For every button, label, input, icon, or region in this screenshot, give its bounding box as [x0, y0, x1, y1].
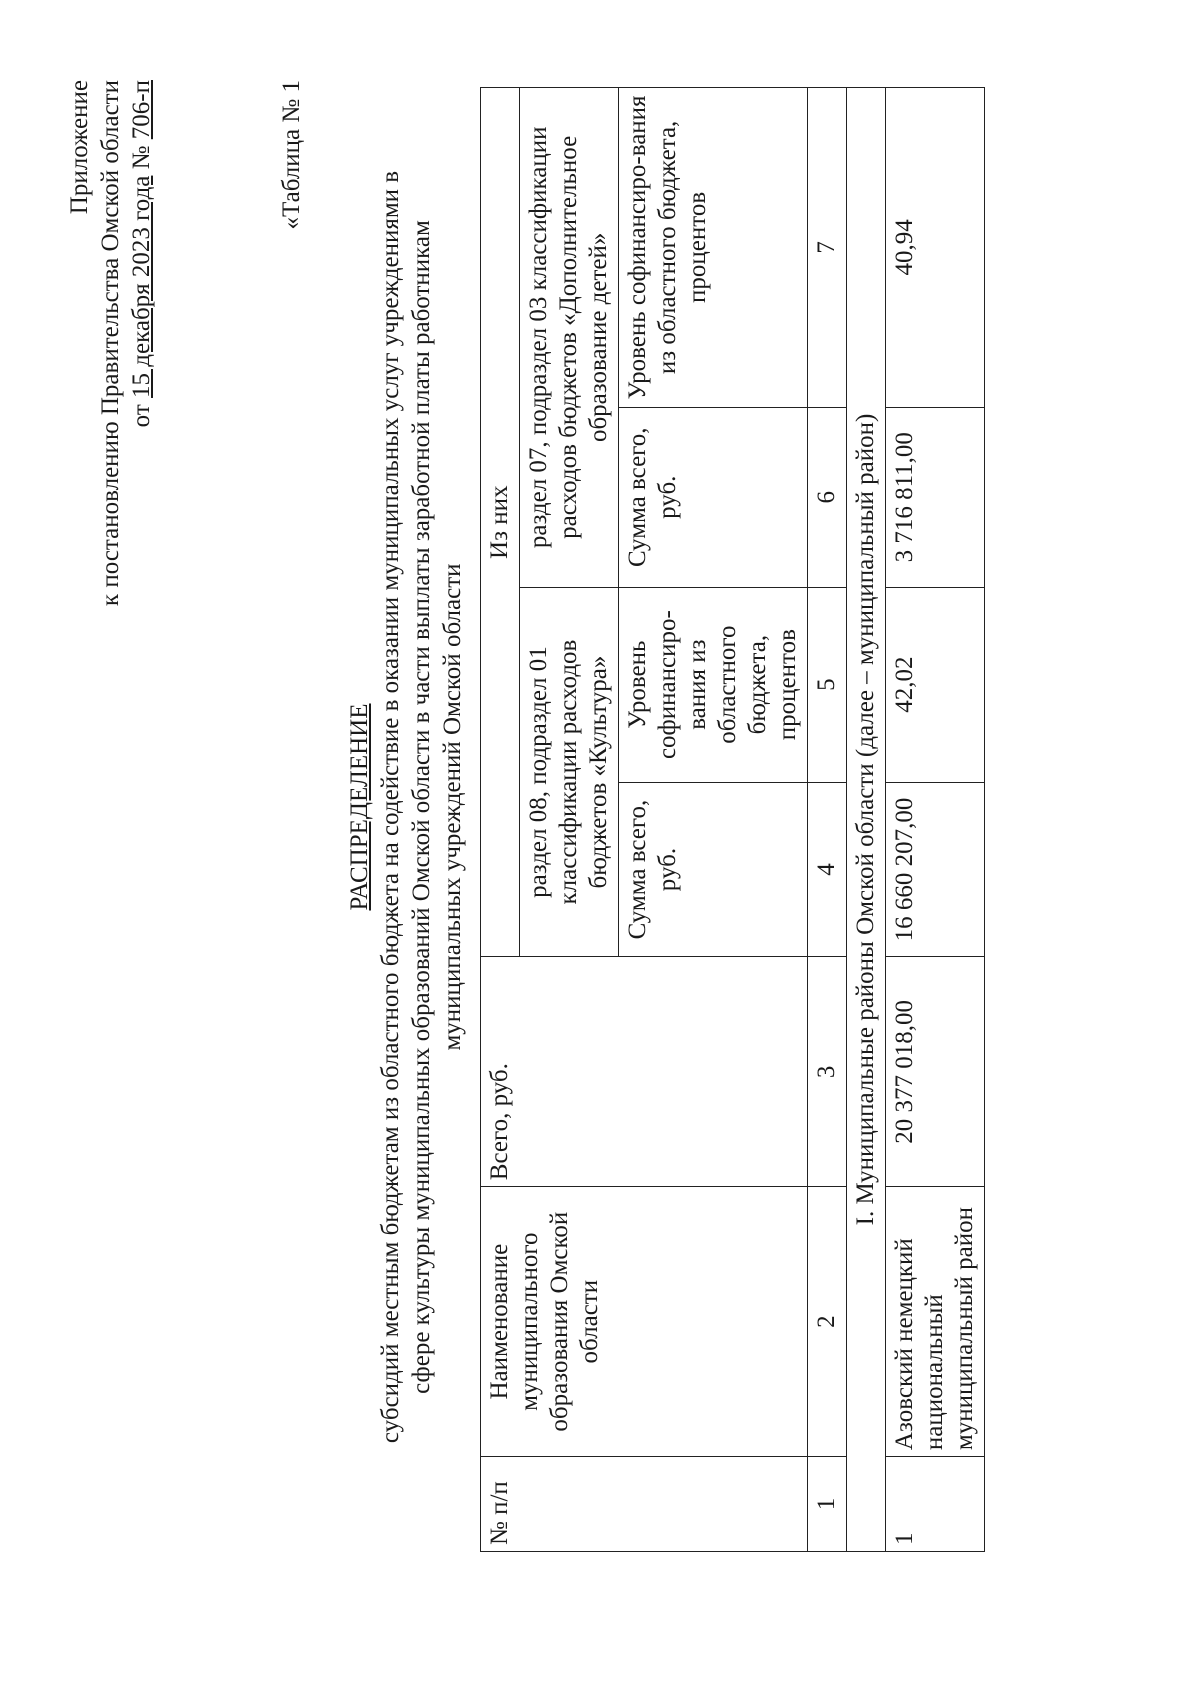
- title-line-2: сфере культуры муниципальных образований Омской области в части выплаты заработной платы работникам: [408, 220, 435, 1394]
- appendix-date-line: [126, 80, 157, 606]
- row-name: Азовский немецкий национальный муниципальный район: [886, 1187, 985, 1457]
- col-number-4: 4: [808, 782, 847, 957]
- title-line-3: муниципальных учреждений Омской области: [439, 563, 466, 1051]
- date-prefix: от: [128, 397, 155, 428]
- section-title: I. Муниципальные районы Омской области (далее – муниципальный район): [847, 88, 886, 1552]
- header-group-culture: раздел 08, подраздел 01 классификации расходов бюджетов «Культура»: [520, 587, 619, 957]
- number-prefix: №: [128, 139, 155, 176]
- col-number-1: 1: [808, 1457, 847, 1552]
- col-number-6: 6: [808, 407, 847, 587]
- header-of-them: Из них: [481, 88, 520, 957]
- row-sum-education: 3 716 811,00: [886, 407, 985, 587]
- header-level-2: Уровень софинансиро-вания из областного бюджета, процентов: [619, 88, 808, 408]
- row-total: 20 377 018,00: [886, 957, 985, 1187]
- header-group-education: раздел 07, подраздел 03 классификации расходов бюджетов «Дополнительное образование детей»: [520, 88, 619, 588]
- col-number-2: 2: [808, 1187, 847, 1457]
- resolution-number: 706-п: [128, 80, 155, 140]
- header-name: Наименование муниципального образования Омской области: [481, 1187, 808, 1457]
- distribution-table: [480, 87, 985, 1552]
- document-title: [344, 147, 468, 1467]
- row-num: 1: [886, 1457, 985, 1552]
- title-heading: РАСПРЕДЕЛЕНИЕ: [346, 703, 373, 911]
- resolution-date: 15 декабря 2023 года: [128, 175, 155, 398]
- header-sum-2: Сумма всего, руб.: [619, 407, 808, 587]
- col-number-5: 5: [808, 587, 847, 782]
- column-number-row: [808, 88, 847, 1552]
- table-number: «Таблица № 1: [278, 80, 305, 230]
- header-row-1: [481, 88, 520, 1552]
- header-num: № п/п: [481, 1457, 808, 1552]
- row-sum-culture: 16 660 207,00: [886, 782, 985, 957]
- appendix-header: [64, 80, 157, 606]
- title-line-1: субсидий местным бюджетам из областного бюджета на содействие в оказании муниципальных услуг учреждениями в: [377, 170, 404, 1444]
- col-number-3: 3: [808, 957, 847, 1187]
- header-sum-1: Сумма всего, руб.: [619, 782, 808, 957]
- table-row: [886, 88, 985, 1552]
- row-level-culture: 42,02: [886, 587, 985, 782]
- header-level-1: Уровень софинансиро-вания из областного бюджета, процентов: [619, 587, 808, 782]
- appendix-title: Приложение: [66, 80, 93, 215]
- row-level-education: 40,94: [886, 88, 985, 408]
- appendix-resolution: к постановлению Правительства Омской области: [97, 80, 124, 607]
- col-number-7: 7: [808, 88, 847, 408]
- header-total: Всего, руб.: [481, 957, 808, 1187]
- section-row: [847, 88, 886, 1552]
